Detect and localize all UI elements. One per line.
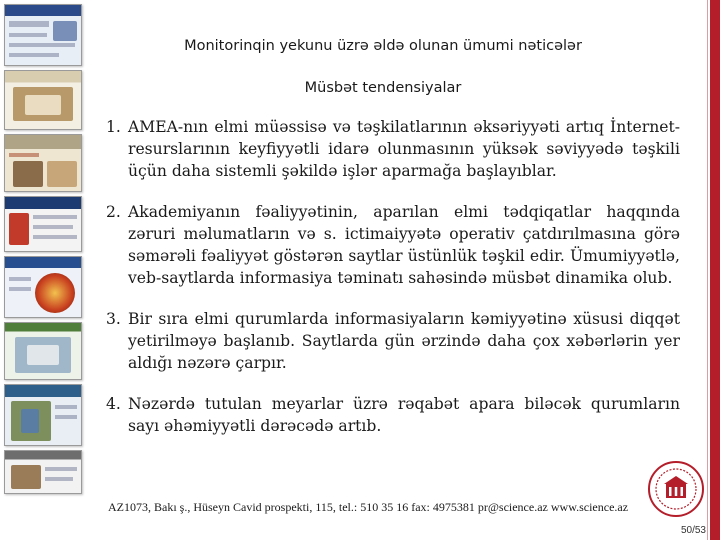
accent-bar bbox=[710, 0, 720, 540]
item-number: 3. bbox=[106, 310, 121, 328]
website-thumbnail bbox=[4, 322, 82, 380]
item-text: AMEA-nın elmi müəssisə və təşkilatlarının əksəriyyəti artıq İnternet-resurslarının keyfiyyətli idarə olunmasının yüksək səviyyədə təşkili üçün daha sistemli şəkildə işlər aparmağa başlayıblar. bbox=[128, 118, 680, 180]
website-thumbnail bbox=[4, 384, 82, 446]
footer-contact: AZ1073, Bakı ş., Hüseyn Cavid prospekti, 115, tel.: 510 35 16 fax: 4975381 pr@science.az www.science.az bbox=[108, 500, 629, 514]
item-number: 4. bbox=[106, 395, 121, 413]
website-thumbnail bbox=[4, 450, 82, 494]
page-number: 50/53 bbox=[680, 525, 706, 536]
list-item bbox=[98, 393, 680, 437]
website-thumbnail bbox=[4, 70, 82, 130]
website-thumbnail bbox=[4, 196, 82, 252]
item-number: 1. bbox=[106, 118, 121, 136]
slide-subtitle: Müsbət tendensiyalar bbox=[304, 80, 462, 96]
slide-title: Monitorinqin yekunu üzrə əldə olunan ümumi nəticələr bbox=[184, 38, 582, 54]
item-text: Bir sıra elmi qurumlarda informasiyaların kəmiyyətinə xüsusi diqqət yetirilməyə başlanıb. Saytlarda gün ərzində daha çox xəbərlərin yer aldığı nəzərə çarpır. bbox=[128, 310, 680, 372]
list-item bbox=[98, 116, 680, 182]
website-thumbnail bbox=[4, 134, 82, 192]
academy-seal-logo bbox=[647, 460, 705, 518]
list-item bbox=[98, 308, 680, 374]
results-list bbox=[98, 116, 680, 456]
website-thumbnails-strip bbox=[0, 0, 86, 540]
website-thumbnail bbox=[4, 4, 82, 66]
website-thumbnail bbox=[4, 256, 82, 318]
item-text: Nəzərdə tutulan meyarlar üzrə rəqabət apara biləcək qurumların sayı əhəmiyyətli dərəcədə artıb. bbox=[128, 395, 680, 435]
list-item bbox=[98, 201, 680, 289]
item-text: Akademiyanın fəaliyyətinin, aparılan elmi tədqiqatlar haqqında zəruri məlumatların və s. ictimaiyyətə operativ çatdırılmasına görə səmərəli fəaliyyət göstərən saytlar üstünlük təşkil edir. Ümumiyyətlə, veb-saytlarda informasiya təminatı sahəsində müsbət dinamika olub. bbox=[128, 203, 680, 287]
item-number: 2. bbox=[106, 203, 121, 221]
divider-line bbox=[707, 0, 708, 540]
